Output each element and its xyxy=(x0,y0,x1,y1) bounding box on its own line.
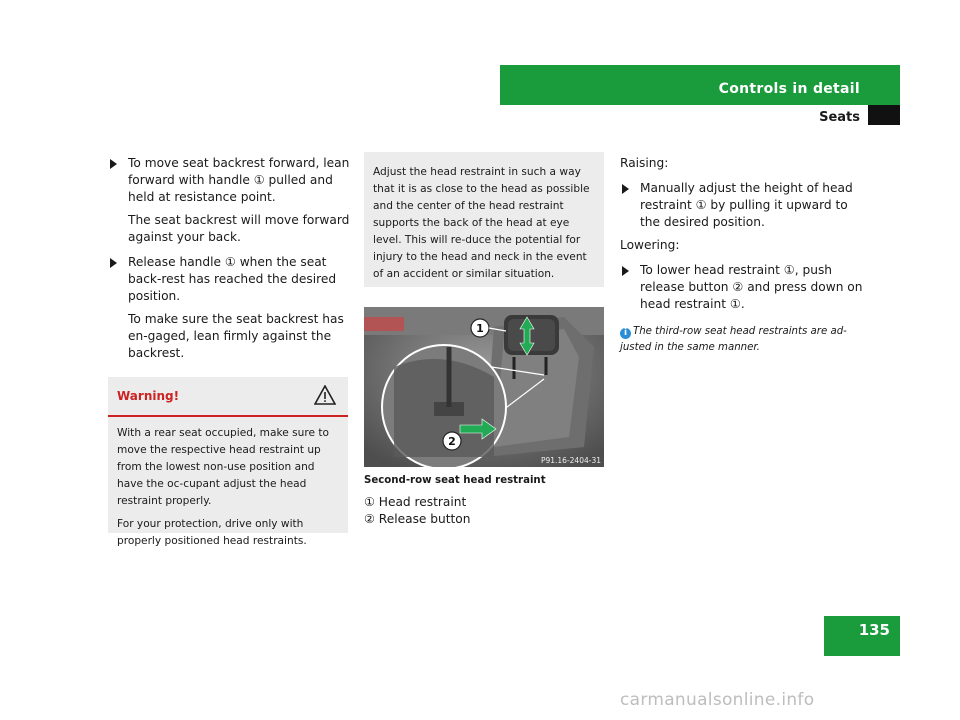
watermark: carmanualsonline.info xyxy=(620,690,815,710)
instruction-step: To lower head restraint ①, push release button ② and press down on head restraint ①. xyxy=(620,262,865,313)
info-icon: i xyxy=(620,328,631,339)
info-text: The third-row seat head restraints are ad-justed in the same manner. xyxy=(620,326,847,353)
callout-2-label: 2 xyxy=(448,435,456,448)
instruction-step: To move seat backrest forward, lean forward with handle ① pulled and held at resistance point. xyxy=(108,155,353,206)
callout-1-label: 1 xyxy=(476,322,484,335)
left-column xyxy=(108,155,353,401)
warning-paragraph: With a rear seat occupied, make sure to move the respective head restraint up from the lowest non-use position and have the oc-cupant adjust the head restraint properly. xyxy=(117,427,330,507)
seat-illustration xyxy=(364,307,604,467)
figure-legend xyxy=(364,494,471,528)
figure-caption: Second-row seat head restraint xyxy=(364,475,546,486)
note-box: Adjust the head restraint in such a way that it is as close to the head as possible and the center of the head restraint supports the back of the head at eye level. This will re-duce the potential for injury to the head and neck in the event of an accident or similar situation. xyxy=(364,152,604,287)
page-number: 135 xyxy=(858,621,890,639)
right-column xyxy=(620,155,865,319)
warning-header xyxy=(108,377,348,417)
info-note xyxy=(620,324,860,356)
legend-item: ② Release button xyxy=(364,512,471,526)
legend-item: ① Head restraint xyxy=(364,495,467,509)
warning-paragraph: For your protection, drive only with properly positioned head restraints. xyxy=(117,518,307,547)
warning-label: Warning! xyxy=(117,389,180,403)
instruction-step: Manually adjust the height of head restraint ① by pulling it upward to the desired position. xyxy=(620,180,865,231)
subsection-title: Seats xyxy=(819,110,860,125)
section-title: Controls in detail xyxy=(718,81,860,97)
page-number-box xyxy=(824,616,900,656)
lowering-label: Lowering: xyxy=(620,238,680,252)
raising-label: Raising: xyxy=(620,156,669,170)
warning-triangle-icon xyxy=(314,385,336,405)
warning-box xyxy=(108,377,348,547)
head-restraint-photo xyxy=(364,307,604,467)
instruction-note: To make sure the seat backrest has en-gaged, lean firmly against the backrest. xyxy=(128,312,344,360)
figure-ref-code: P91.16-2404-31 xyxy=(540,456,601,465)
header-bar xyxy=(500,65,900,105)
instruction-result: The seat backrest will move forward against your back. xyxy=(128,213,350,244)
instruction-step: Release handle ① when the seat back-rest has reached the desired position. xyxy=(108,254,353,305)
header-tab-marker xyxy=(868,105,900,125)
